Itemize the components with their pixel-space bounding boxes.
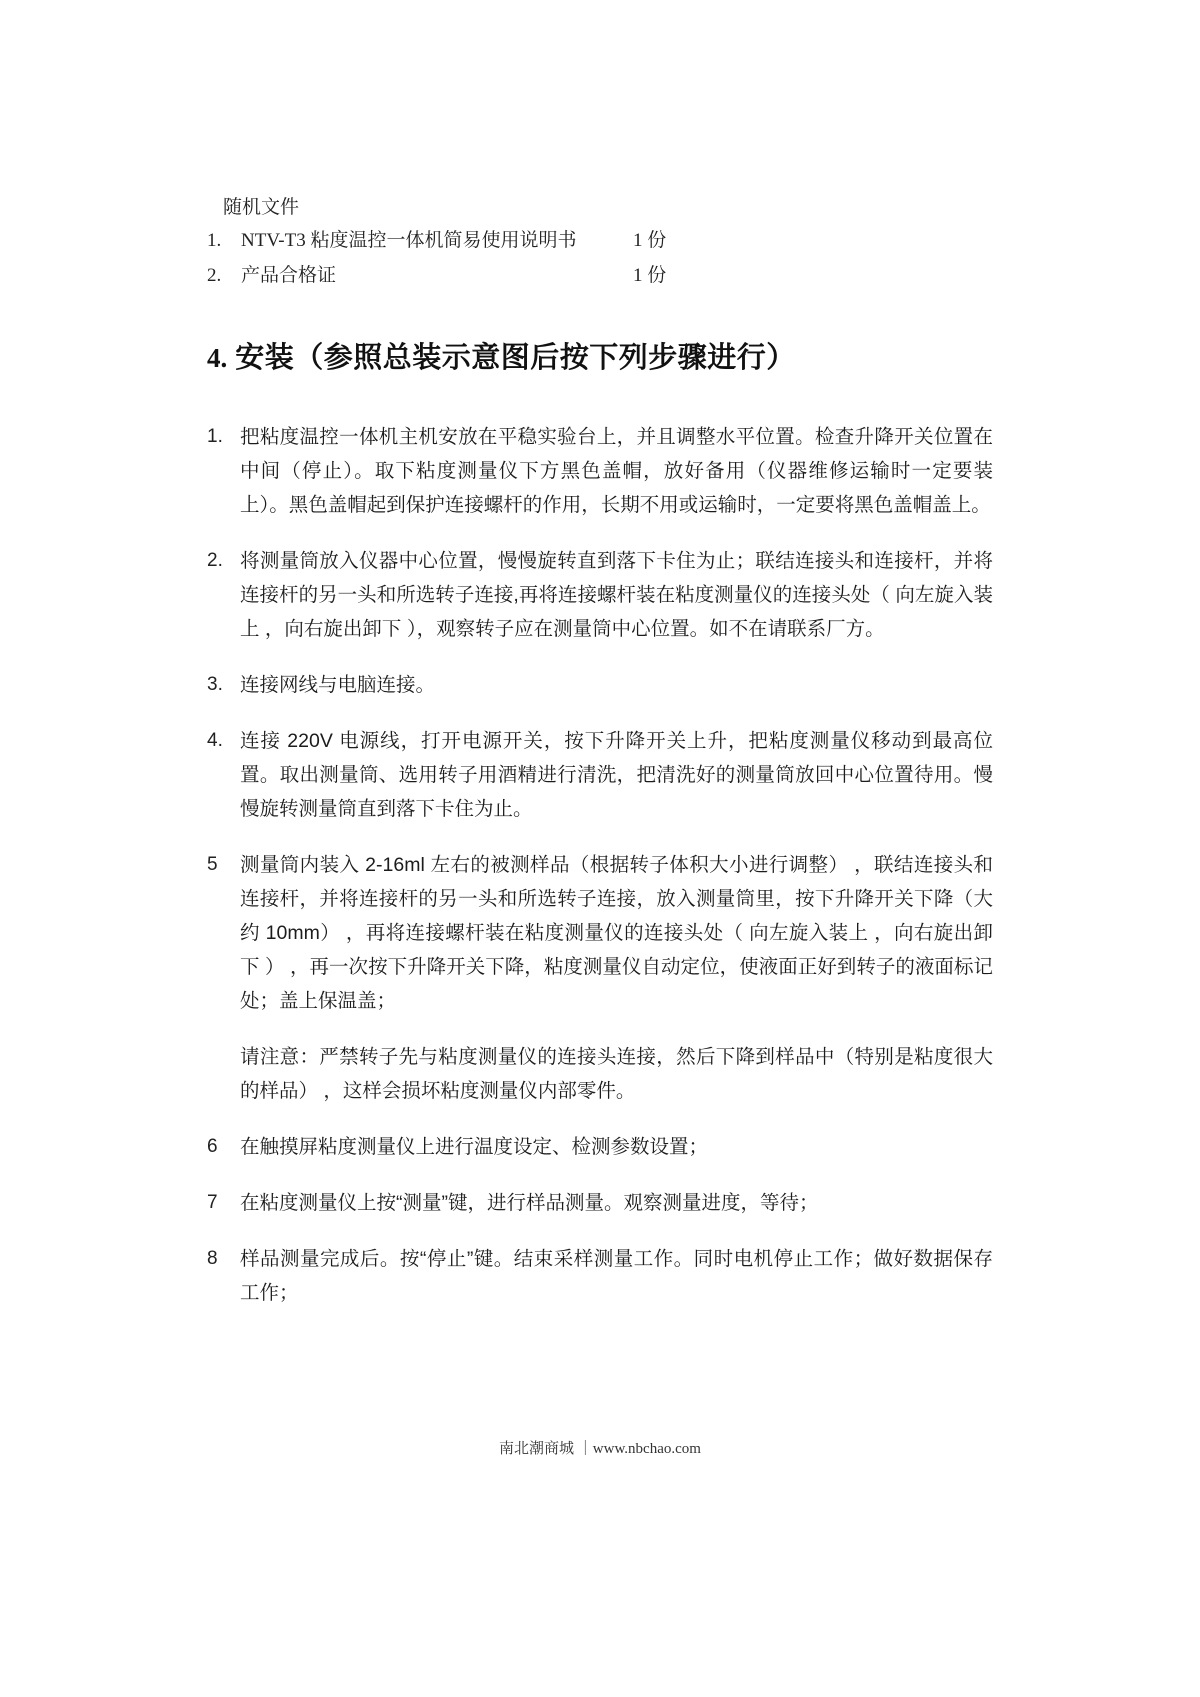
step-number: 2. xyxy=(207,550,223,571)
doc-item-text: 产品合格证 xyxy=(241,265,337,286)
doc-item-number: 1. xyxy=(207,230,222,251)
step-number: 5 xyxy=(207,854,218,875)
step-number: 1. xyxy=(207,426,223,447)
step-item xyxy=(207,420,993,522)
step-item xyxy=(207,1130,993,1164)
step-text: 测量筒内装入 2-16ml 左右的被测样品（根据转子体积大小进行调整） ，联结连接头和连接杆，并将连接杆的另一头和所选转子连接，放入测量筒里，按下升降开关下降（大约 10mm） ，再将连接螺杆装在粘度测量仪的连接头处（ 向左旋入装上 ，向右旋出卸下 ） ，再一次按下升降开关下降，粘度测量仪自动定位，使液面正好到转子的液面标记处；盖上保温盖； xyxy=(240,854,993,1012)
step-number: 8 xyxy=(207,1248,218,1269)
step-item xyxy=(207,848,993,1018)
section-heading-text: 安装（参照总装示意图后按下列步骤进行） xyxy=(235,342,796,374)
doc-list-item xyxy=(207,228,993,254)
step-text: 连接网线与电脑连接。 xyxy=(240,674,436,696)
doc-list xyxy=(207,192,993,289)
step-text: 连接 220V 电源线，打开电源开关，按下升降开关上升，把粘度测量仪移动到最高位置。取出测量筒、选用转子用酒精进行清洗，把清洗好的测量筒放回中心位置待用。慢慢旋转测量筒直到落下卡住为止。 xyxy=(240,730,993,820)
doc-item-number: 2. xyxy=(207,265,222,286)
page-footer: 南北潮商城 ｜www.nbchao.com xyxy=(499,1441,701,1457)
step-item xyxy=(207,1186,993,1220)
step-text: 在触摸屏粘度测量仪上进行温度设定、检测参数设置； xyxy=(240,1136,709,1158)
step-text: 在粘度测量仪上按“测量”键，进行样品测量。观察测量进度，等待； xyxy=(240,1192,819,1214)
installation-steps xyxy=(207,420,993,1310)
step-text: 样品测量完成后。按“停止”键。结束采样测量工作。同时电机停止工作；做好数据保存工作； xyxy=(240,1248,993,1304)
caution-note: 请注意：严禁转子先与粘度测量仪的连接头连接，然后下降到样品中（特别是粘度很大的样品） ，这样会损坏粘度测量仪内部零件。 xyxy=(240,1046,993,1102)
step-item xyxy=(207,1242,993,1310)
step-number: 3. xyxy=(207,674,223,695)
step-text: 把粘度温控一体机主机安放在平稳实验台上，并且调整水平位置。检查升降开关位置在中间（停止）。取下粘度测量仪下方黑色盖帽，放好备用（仪器维修运输时一定要装上）。黑色盖帽起到保护连接螺杆的作用，长期不用或运输时，一定要将黑色盖帽盖上。 xyxy=(240,426,993,516)
section-heading-number: 4. xyxy=(207,343,228,373)
step-number: 4. xyxy=(207,730,223,751)
doc-item-text: NTV-T3 粘度温控一体机简易使用说明书 xyxy=(241,230,577,251)
doc-item-quantity: 1 份 xyxy=(633,265,667,286)
step-number: 7 xyxy=(207,1192,218,1213)
step-number: 6 xyxy=(207,1136,218,1157)
step-text: 将测量筒放入仪器中心位置，慢慢旋转直到落下卡住为止；联结连接头和连接杆，并将连接杆的另一头和所选转子连接,再将连接螺杆装在粘度测量仪的连接头处（ 向左旋入装上 ，向右旋出卸下 ），观察转子应在测量筒中心位置。如不在请联系厂方。 xyxy=(240,550,993,640)
step-item xyxy=(207,544,993,646)
step-item xyxy=(207,724,993,826)
doc-list-item xyxy=(207,263,993,289)
document-content xyxy=(207,192,993,1332)
step-item xyxy=(207,668,993,702)
section-heading xyxy=(207,335,993,376)
doc-item-quantity: 1 份 xyxy=(633,230,667,251)
doc-list-title: 随机文件 xyxy=(223,197,300,218)
